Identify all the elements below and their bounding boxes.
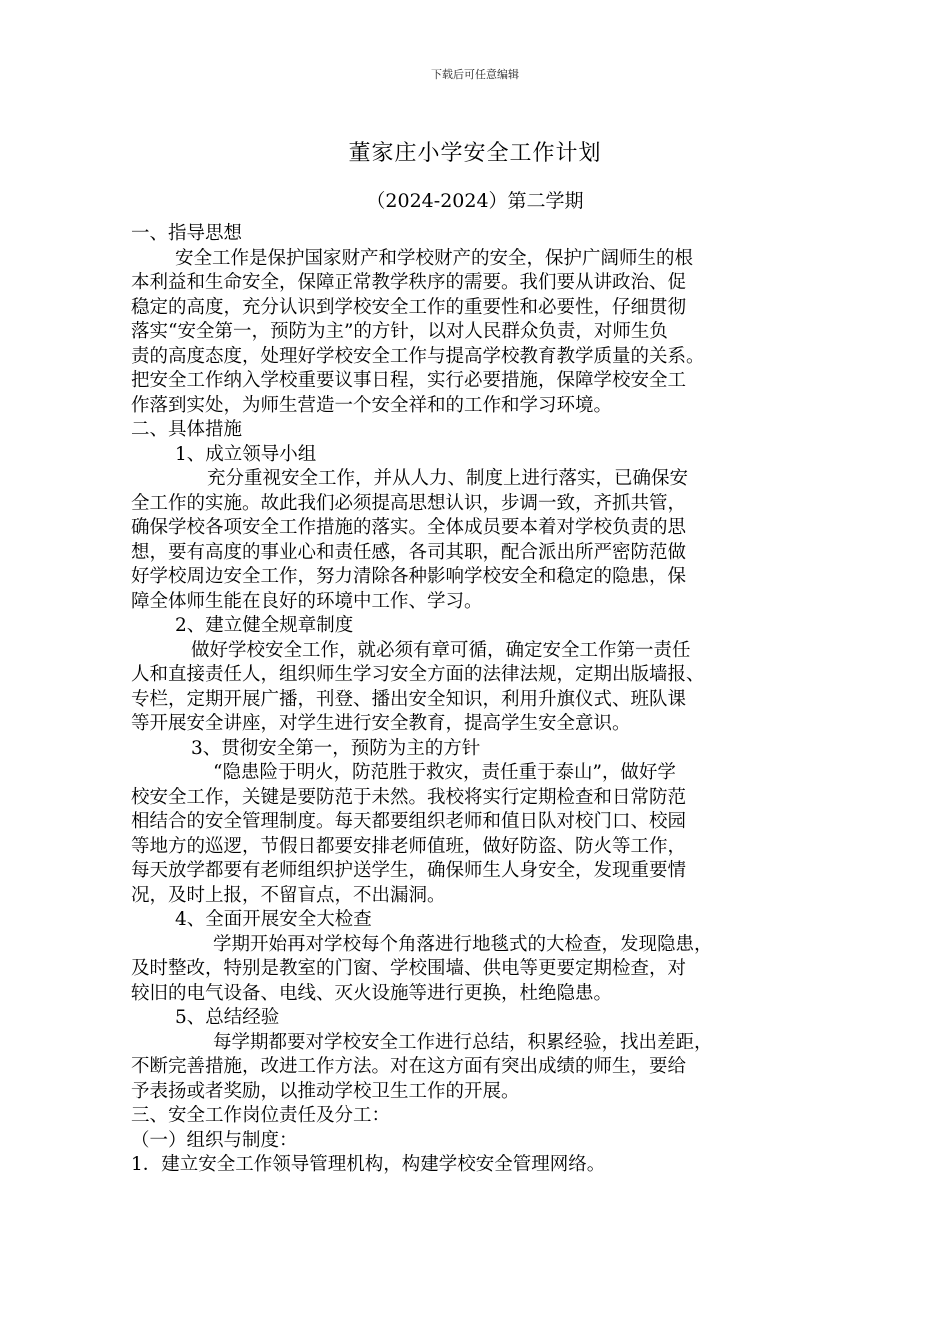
body-line: 安全工作是保护国家财产和学校财产的安全，保护广阔师生的根 (175, 247, 694, 269)
body-line: 等开展安全讲座，对学生进行安全教育，提高学生安全意识。 (131, 713, 631, 734)
body-line: 全工作的实施。故此我们必须提高思想认识，步调一致，齐抓共管， (131, 492, 687, 514)
document-subtitle: （2024-2024）第二学期 (366, 190, 584, 212)
document-body (131, 222, 821, 1178)
body-line: 落实“安全第一，预防为主”的方针，以对人民群众负责，对师生负 (131, 321, 668, 342)
body-line: 况，及时上报，不留盲点，不出漏洞。 (131, 884, 446, 906)
body-line: 5、总结经验 (175, 1007, 280, 1028)
body-line: 责的高度态度，处理好学校安全工作与提高学校教育教学质量的关系。 (131, 345, 705, 367)
body-line: 想，要有高度的事业心和责任感，各司其职，配合派出所严密防范做 (131, 541, 687, 563)
body-line: 专栏，定期开展广播，刊登、播出安全知识，利用升旗仪式、班队课 (131, 688, 687, 710)
body-line: 每学期都要对学校安全工作进行总结，积累经验，找出差距， (213, 1031, 713, 1053)
body-line: 1．建立安全工作领导管理机构，构建学校安全管理网络。 (131, 1154, 606, 1175)
body-line: 人和直接责任人，组织师生学习安全方面的法律法规，定期出版墙报、 (131, 664, 705, 685)
body-line: 4、全面开展安全大检查 (175, 909, 372, 930)
body-line: 把安全工作纳入学校重要议事日程，实行必要措施，保障学校安全工 (131, 370, 687, 391)
body-line: 二、具体措施 (131, 419, 243, 440)
body-line: 本利益和生命安全，保障正常教学秩序的需要。我们要从讲政治、促 (131, 272, 687, 293)
body-line: 2、建立健全规章制度 (175, 615, 354, 636)
body-line: 相结合的安全管理制度。每天都要组织老师和值日队对校门口、校园 (131, 811, 687, 832)
body-line: 较旧的电气设备、电线、灭火设施等进行更换，杜绝隐患。 (131, 982, 613, 1004)
document-title: 董家庄小学安全工作计划 (348, 141, 602, 166)
body-line: 予表扬或者奖励，以推动学校卫生工作的开展。 (131, 1080, 520, 1102)
body-line: 1、成立领导小组 (175, 443, 317, 465)
body-line: 校安全工作，关键是要防范于未然。我校将实行定期检查和日常防范 (131, 786, 687, 808)
body-line: 作落到实处，为师生营造一个安全祥和的工作和学习环境。 (131, 394, 613, 416)
body-line: （一）组织与制度： (131, 1129, 298, 1151)
body-line: 好学校周边安全工作，努力清除各种影响学校安全和稳定的隐患，保 (131, 566, 687, 587)
body-line: 障全体师生能在良好的环境中工作、学习。 (131, 590, 483, 612)
body-line: 稳定的高度，充分认识到学校安全工作的重要性和必要性，仔细贯彻 (131, 296, 687, 318)
body-line: 每天放学都要有老师组织护送学生，确保师生人身安全，发现重要情 (131, 860, 687, 881)
body-line: 做好学校安全工作，就必须有章可循，确定安全工作第一责任 (191, 639, 691, 661)
body-line: 及时整改，特别是教室的门窗、学校围墙、供电等更要定期检查，对 (131, 958, 687, 979)
body-line: 不断完善措施，改进工作方法。对在这方面有突出成绩的师生，要给 (131, 1056, 687, 1077)
body-line: 充分重视安全工作，并从人力、制度上进行落实，已确保安 (207, 468, 689, 489)
body-line: 一、指导思想 (131, 223, 243, 244)
body-line: 等地方的巡逻，节假日都要安排老师值班，做好防盗、防火等工作， (131, 835, 687, 857)
body-line: “隐患险于明火，防范胜于救灾，责任重于泰山”，做好学 (213, 762, 676, 783)
header-note: 下载后可任意编辑 (431, 68, 519, 81)
body-line: 学期开始再对学校每个角落进行地毯式的大检查，发现隐患， (213, 933, 713, 955)
body-line: 3、贯彻安全第一，预防为主的方针 (191, 737, 481, 759)
body-line: 确保学校各项安全工作措施的落实。全体成员要本着对学校负责的思 (131, 517, 687, 538)
body-line: 三、安全工作岗位责任及分工： (131, 1105, 391, 1126)
